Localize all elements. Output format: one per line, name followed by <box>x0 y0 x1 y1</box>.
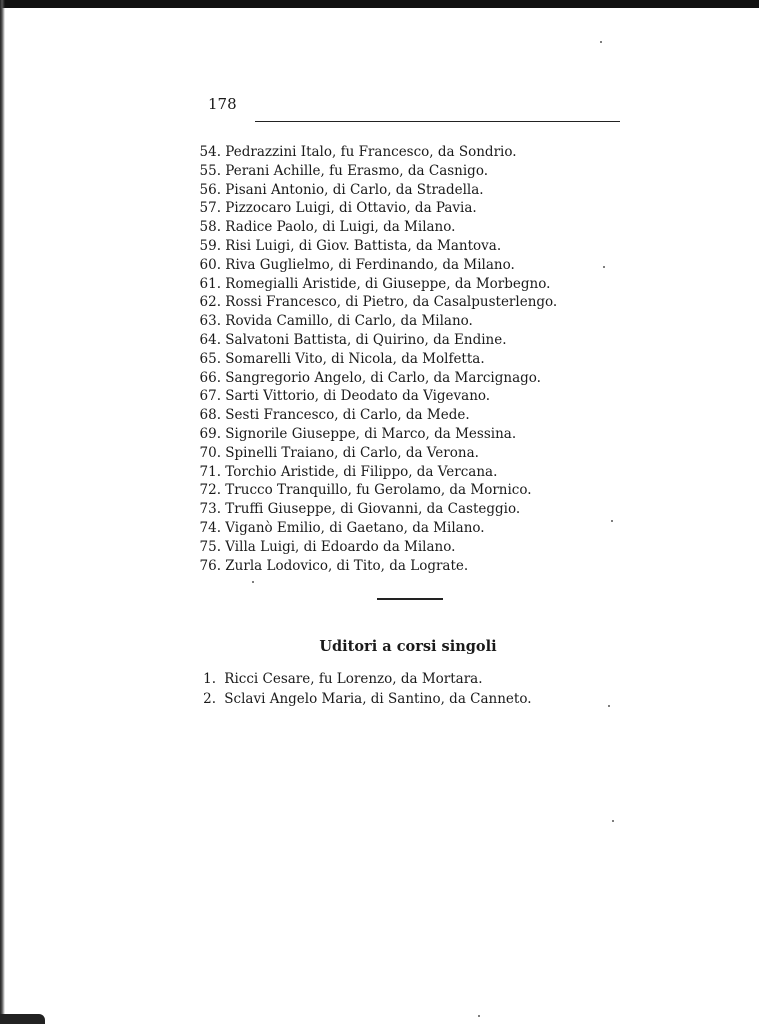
entry-text: Ricci Cesare, fu Lorenzo, da Mortara. <box>224 671 483 687</box>
scan-bottom-smudge <box>0 1014 45 1024</box>
scan-speck <box>612 820 614 822</box>
entry-number: 66. <box>199 369 221 386</box>
entry-text: Somarelli Vito, di Nicola, da Molfetta. <box>225 350 485 367</box>
entry-number: 65. <box>199 350 221 367</box>
entry-number: 62. <box>199 294 221 311</box>
page-number: 178 <box>208 95 237 113</box>
scan-top-border <box>0 0 759 8</box>
scan-speck <box>608 705 610 707</box>
entry-text: Sarti Vittorio, di Deodato da Vigevano. <box>225 388 491 405</box>
entry-number: 55. <box>199 162 221 179</box>
section-title: Uditori a corsi singoli <box>319 638 497 655</box>
entry-text: Riva Guglielmo, di Ferdinando, da Milano. <box>225 256 515 273</box>
list-item <box>192 500 557 519</box>
entry-text: Radice Paolo, di Luigi, da Milano. <box>225 219 456 236</box>
list-item <box>192 519 557 538</box>
entry-number: 76. <box>199 557 221 574</box>
entry-text: Pisani Antonio, di Carlo, da Stradella. <box>225 181 484 198</box>
entry-text: Romegialli Aristide, di Giuseppe, da Morbegno. <box>225 275 551 292</box>
entry-text: Sesti Francesco, di Carlo, da Mede. <box>225 407 470 424</box>
list-item <box>192 218 557 237</box>
auditor-list <box>192 670 532 709</box>
entry-number: 67. <box>199 388 221 405</box>
entry-text: Sclavi Angelo Maria, di Santino, da Canneto. <box>224 690 532 707</box>
entry-number: 71. <box>199 463 221 480</box>
section-divider <box>377 598 443 600</box>
entry-text: Torchio Aristide, di Filippo, da Vercana. <box>225 463 498 480</box>
entry-number: 72. <box>199 482 221 499</box>
entry-text: Sangregorio Angelo, di Carlo, da Marcignago. <box>225 369 541 386</box>
header-rule <box>255 121 620 122</box>
list-item <box>192 557 557 576</box>
student-list <box>192 143 557 575</box>
entry-number: 69. <box>199 425 221 442</box>
entry-number: 63. <box>199 313 221 330</box>
list-item <box>192 481 557 500</box>
list-item <box>192 293 557 312</box>
list-item <box>192 331 557 350</box>
entry-number: 58. <box>199 219 221 236</box>
scan-speck <box>478 1015 480 1017</box>
entry-number: 2. <box>203 690 216 707</box>
scan-speck <box>600 41 602 43</box>
list-item <box>192 256 557 275</box>
entry-text: Signorile Giuseppe, di Marco, da Messina. <box>225 425 517 442</box>
entry-text: Truffi Giuseppe, di Giovanni, da Casteggio. <box>225 501 521 518</box>
entry-number: 73. <box>199 501 221 518</box>
entry-text: Perani Achille, fu Erasmo, da Casnigo. <box>225 162 488 179</box>
entry-number: 75. <box>199 538 221 555</box>
entry-text: Pizzocaro Luigi, di Ottavio, da Pavia. <box>225 200 477 217</box>
entry-text: Spinelli Traiano, di Carlo, da Verona. <box>225 444 479 461</box>
entry-text: Trucco Tranquillo, fu Gerolamo, da Mornico. <box>225 482 532 499</box>
list-item <box>192 350 557 369</box>
entry-number: 68. <box>199 407 221 424</box>
list-item <box>192 444 557 463</box>
entry-text: Salvatoni Battista, di Quirino, da Endine. <box>225 331 507 348</box>
entry-text: Pedrazzini Italo, fu Francesco, da Sondrio. <box>225 144 517 160</box>
entry-text: Villa Luigi, di Edoardo da Milano. <box>225 538 456 555</box>
scan-speck <box>252 581 254 583</box>
entry-number: 1. <box>203 671 216 687</box>
list-item <box>192 406 557 425</box>
entry-text: Viganò Emilio, di Gaetano, da Milano. <box>225 519 485 536</box>
list-item <box>192 369 557 388</box>
entry-text: Rossi Francesco, di Pietro, da Casalpusterlengo. <box>225 294 558 311</box>
list-item <box>192 199 557 218</box>
list-item <box>192 143 557 162</box>
entry-number: 56. <box>199 181 221 198</box>
list-item <box>192 162 557 181</box>
list-item <box>192 275 557 294</box>
list-item <box>192 425 557 444</box>
list-item <box>192 670 532 690</box>
list-item <box>192 312 557 331</box>
entry-text: Rovida Camillo, di Carlo, da Milano. <box>225 313 473 330</box>
entry-number: 59. <box>199 237 221 254</box>
scan-left-edge <box>0 0 5 1024</box>
list-item <box>192 463 557 482</box>
entry-number: 64. <box>199 331 221 348</box>
scan-speck <box>611 520 613 522</box>
list-item <box>192 387 557 406</box>
entry-number: 74. <box>199 519 221 536</box>
list-item <box>192 690 532 710</box>
entry-number: 60. <box>199 256 221 273</box>
list-item <box>192 237 557 256</box>
entry-number: 54. <box>199 144 221 160</box>
list-item <box>192 181 557 200</box>
entry-number: 70. <box>199 444 221 461</box>
entry-number: 57. <box>199 200 221 217</box>
entry-number: 61. <box>199 275 221 292</box>
scan-speck <box>603 266 605 268</box>
list-item <box>192 538 557 557</box>
entry-text: Zurla Lodovico, di Tito, da Lograte. <box>225 557 469 574</box>
entry-text: Risi Luigi, di Giov. Battista, da Mantova. <box>225 237 502 254</box>
